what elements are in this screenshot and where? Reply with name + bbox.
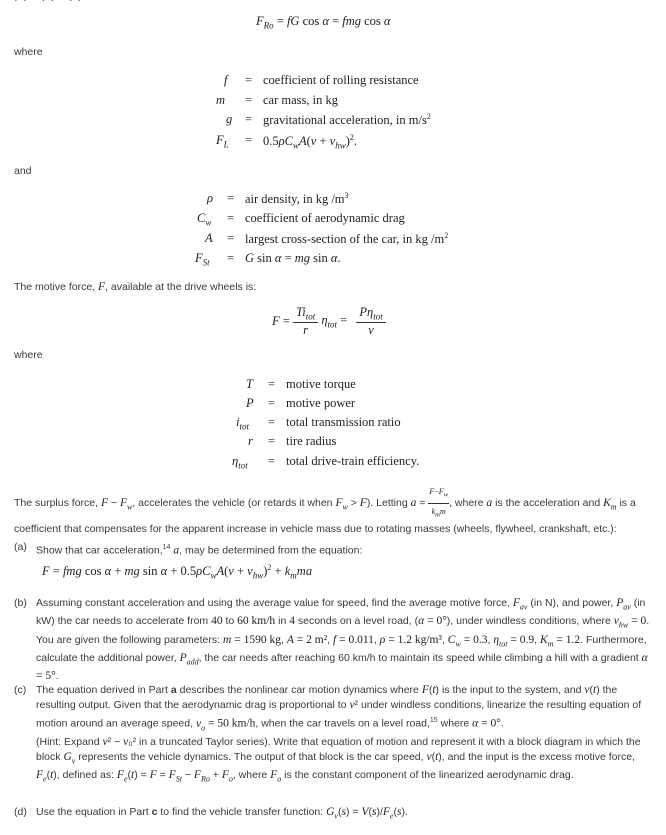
part-a-equation: F = fmg cos α + mg $\sin \alpha + 0.5\rho C_wA(v + v_{hw})^2 + k_mma$: [42, 563, 313, 581]
where-label-1: where: [14, 46, 43, 58]
def-eq-sign: =: [245, 73, 253, 87]
def-eq-sign: =: [245, 133, 253, 147]
rolling-resistance-equation: $F_{Ro}$ = fG cos α = fmg cos α: [256, 14, 391, 31]
part-b-label: (b): [14, 597, 27, 609]
def-eq-sign: =: [268, 454, 276, 468]
part-c-text: The equation derived in Part a describes the nonlinear car motion dynamics where F(t) is the input to the system, and v(t) the resulting output. Given that the aerodynamic drag is proportional to v² under windless conditions, linearize the resulting equation of motion around an average speed, $v_o = 50$ km/h, when the car travels on a level road,$^{15}$ where α = 0°. (Hint: Expand v² − v₀² in a truncated Taylor series). Write that equation of motion and represent it with a block diagram in which the block $G_v$ represents the vehicle dynamics. The output of that block is the car speed, v(t), and the input is the excess motive force, $F_e(t)$, defined as: $F_e(t) = F = F_{St} - F_{Ro} + F_o$, where $F_o$ is the constant component of the linearized aerodynamic drag.: [36, 684, 642, 784]
fraction-torque: $\frac{Ti_{tot}}{r}$: [293, 305, 318, 338]
part-a-label: (a): [14, 541, 27, 553]
part-d: [14, 805, 654, 823]
def-eq-sign: =: [227, 251, 235, 265]
def-desc: car mass, in kg: [263, 93, 338, 107]
def-desc: total drive-train efficiency.: [286, 454, 420, 468]
def-sym-etatot: $\eta_{tot}$: [232, 454, 248, 471]
part-a: [14, 540, 654, 559]
def-eq-sign: =: [227, 191, 235, 205]
def-sym-g: g: [226, 112, 233, 126]
def-eq-sign: =: [227, 231, 235, 245]
def-eq-sign: =: [245, 112, 253, 126]
part-b: [14, 596, 654, 684]
def-desc: largest cross-section of the car, in kg $/m^2$: [245, 231, 449, 247]
def-desc: gravitational acceleration, in $m/s^2$: [263, 112, 431, 128]
def-sym-r: r: [248, 434, 253, 448]
def-desc: total transmission ratio: [286, 415, 401, 429]
part-b-text: Assuming constant acceleration and using the average value for speed, find the average motive force, $F_{av}$ (in N), and power, $P_{av}$ (in kW) the car needs to accelerate from 40 to 60 km/h in 4 seconds on a level road, (α = 0°), under windless conditions, where $v_{hw} = 0$. You are given the following parameters: m = 1590 kg, A = 2 m², f = 0.011, ρ = 1.2 kg/m³, $C_w = 0.3$, $\eta_{tot} = 0.9$, $K_m = 1.2$. Furthermore, calculate the additional power, $P_{add}$, the car needs after reaching 60 km/h to maintain its speed while climbing a hill with a gradient α = 5°.: [36, 597, 650, 683]
top-cutoff-text: [14, 0, 93, 1]
def-sym-f: f: [224, 73, 228, 87]
def-sym-P: P: [246, 396, 254, 410]
motive-force-intro: The motive force, F, available at the drive wheels is:: [14, 281, 257, 293]
def-desc: motive power: [286, 396, 356, 410]
def-sym-A: A: [205, 231, 213, 245]
surplus-force-paragraph: The surplus force, $F - F_w$, accelerates the vehicle (or retards it when $F_w > F$). Letting a = $\frac{F-F_w}{k_mm}$ , where a is the acceleration and $K_m$ is a coefficient that compensates for the apparent increase in vehicle mass due to rotating masses (wheels, flywheel, crankshaft, etc.):: [14, 484, 652, 537]
def-eq-sign: =: [227, 211, 235, 225]
where-label-2: where: [14, 349, 43, 361]
def-desc: $0.5\rho C_wA(v + v_{hw})^2$.: [263, 133, 358, 151]
def-eq-sign: =: [268, 377, 276, 391]
def-sym-T: T: [246, 377, 253, 391]
def-desc: coefficient of rolling resistance: [263, 73, 419, 87]
def-sym-rho: ρ: [207, 191, 213, 205]
part-a-text: Show that car acceleration,$^{14}$ a, may be determined from the equation:: [36, 544, 363, 557]
def-desc: air density, in kg $/m^3$: [245, 191, 349, 207]
def-sym-Cw: $C_w$: [197, 211, 212, 228]
def-desc: motive torque: [286, 377, 356, 391]
part-c: [14, 683, 654, 786]
def-desc: coefficient of aerodynamic drag: [245, 211, 405, 225]
and-label: and: [14, 165, 32, 177]
def-eq-sign: =: [268, 434, 276, 448]
def-desc: G sin α = mg sin α.: [245, 251, 341, 265]
def-eq-sign: =: [245, 93, 253, 107]
def-eq-sign: =: [268, 415, 276, 429]
motive-force-equation: F = $\frac{Ti_{tot}}{r}$ $\eta_{tot}$ = $\frac{P\eta_{tot}}{v}$: [272, 305, 386, 338]
part-d-text: Use the equation in Part c to find the vehicle transfer function: $G_v(s) = V(s)/F_e(s)$.: [36, 806, 408, 821]
fraction-power: $\frac{P\eta_{tot}}{v}$: [356, 305, 385, 338]
part-d-label: (d): [14, 806, 27, 818]
def-sym-FL: $F_L$: [216, 133, 229, 150]
def-sym-m: m: [216, 93, 226, 107]
def-sym-FSt: $F_{St}$: [195, 251, 210, 268]
def-sym-itot: $i_{tot}$: [236, 415, 249, 432]
part-c-label: (c): [14, 684, 27, 696]
def-desc: tire radius: [286, 434, 337, 448]
def-eq-sign: =: [268, 396, 276, 410]
